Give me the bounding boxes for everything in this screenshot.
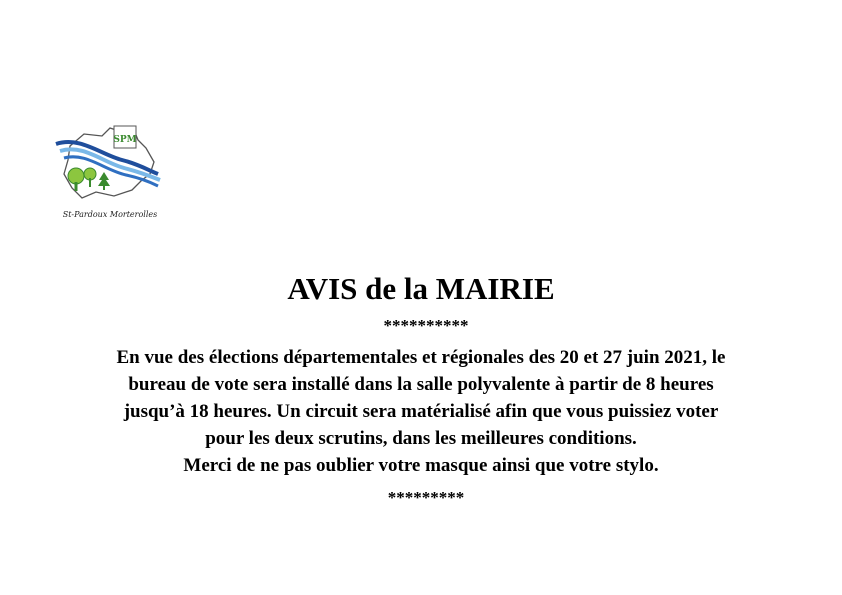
logo-emblem-icon xyxy=(50,118,170,208)
separator-bottom: ********* xyxy=(387,488,465,507)
notice-line: jusqu’à 18 heures. Un circuit sera matérialisé afin que vous puissiez voter xyxy=(123,401,719,422)
separator-top: ********** xyxy=(383,316,469,335)
notice-body xyxy=(20,344,822,479)
municipal-logo xyxy=(50,118,170,230)
notice-line: Merci de ne pas oublier votre masque ainsi que votre stylo. xyxy=(183,455,659,476)
logo-monogram: SPM xyxy=(113,135,137,145)
notice-line: bureau de vote sera installé dans la salle polyvalente à partir de 8 heures xyxy=(128,374,714,395)
notice-line: En vue des élections départementales et régionales des 20 et 27 juin 2021, le xyxy=(116,347,726,368)
notice-title: AVIS de la MAIRIE xyxy=(287,271,555,306)
logo-caption: St-Pardoux Morterolles xyxy=(62,210,158,219)
notice-line: pour les deux scrutins, dans les meilleures conditions. xyxy=(205,428,637,449)
